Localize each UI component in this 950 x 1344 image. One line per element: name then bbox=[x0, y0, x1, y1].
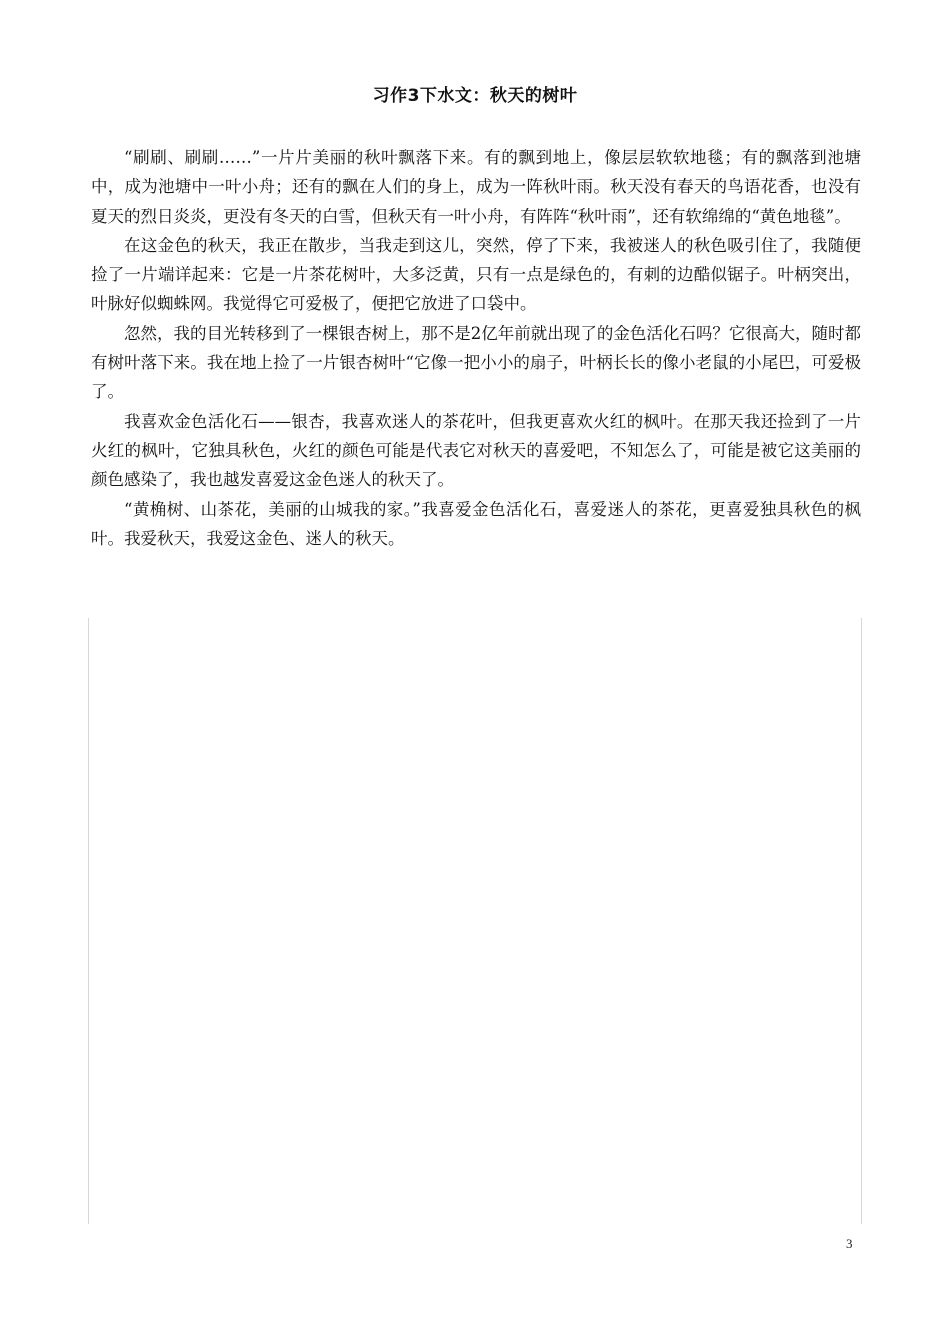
page-number: 3 bbox=[846, 1236, 853, 1251]
paragraph-5: “黄桷树、山茶花，美丽的山城我的家。”我喜爱金色活化石，喜爱迷人的茶花，更喜爱独具秋色的枫叶。我爱秋天，我爱这金色、迷人的秋天。 bbox=[91, 499, 861, 548]
document-title: 习作3下水文：秋天的树叶 bbox=[372, 86, 578, 106]
paragraph-2: 在这金色的秋天，我正在散步，当我走到这儿，突然，停了下来，我被迷人的秋色吸引住了，我随便捡了一片端详起来：它是一片茶花树叶，大多泛黄，只有一点是绿色的，有刺的边酷似锯子。叶柄突出，叶脉好似蜘蛛网。我觉得它可爱极了，便把它放进了口袋中。 bbox=[91, 235, 861, 314]
frame-left-border bbox=[88, 618, 89, 1224]
paragraph-3: 忽然，我的目光转移到了一棵银杏树上，那不是2亿年前就出现了的金色活化石吗？它很高大，随时都有树叶落下来。我在地上捡了一片银杏树叶“它像一把小小的扇子，叶柄长长的像小老鼠的小尾巴，可爱极了。 bbox=[91, 323, 861, 402]
paragraph-4: 我喜欢金色活化石——银杏，我喜欢迷人的茶花叶，但我更喜欢火红的枫叶。在那天我还捡到了一片火红的枫叶，它独具秋色，火红的颜色可能是代表它对秋天的喜爱吧，不知怎么了，可能是被它这美丽的颜色感染了，我也越发喜爱这金色迷人的秋天了。 bbox=[91, 411, 861, 490]
paragraph-1: “刷刷、刷刷……”一片片美丽的秋叶飘落下来。有的飘到地上，像层层软软地毯；有的飘落到池塘中，成为池塘中一叶小舟；还有的飘在人们的身上，成为一阵秋叶雨。秋天没有春天的鸟语花香，也没有夏天的烈日炎炎，更没有冬天的白雪，但秋天有一叶小舟，有阵阵“秋叶雨”，还有软绵绵的“黄色地毯”。 bbox=[91, 148, 861, 226]
frame-right-border bbox=[861, 618, 862, 1224]
essay-body bbox=[91, 143, 861, 553]
